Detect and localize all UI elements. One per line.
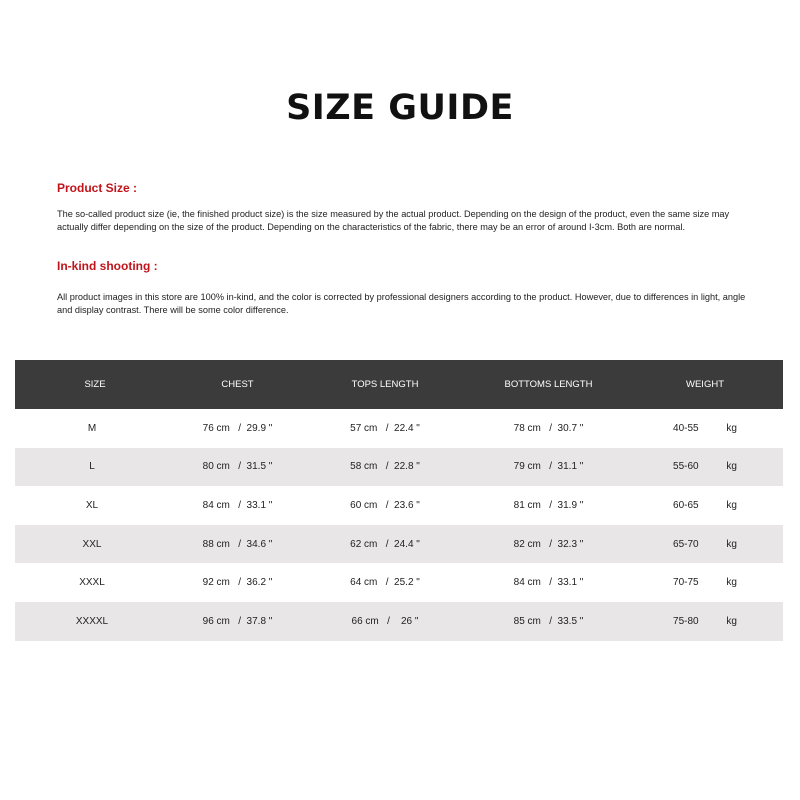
weight-value: 70-75 [673, 577, 699, 589]
weight-unit: kg [726, 461, 737, 473]
size-cell: XXXXL [75, 615, 109, 627]
product-size-description: The so-called product size (ie, the finished product size) is the size measured by the actual product. Depending on the design of the product, even the same size may actually differ depending on the size of the product. Depending on the characteristics of the fabric, there may be an error of around I-3cm. Both are normal. [57, 209, 730, 232]
tops-length-cell: 57 cm / 22.4 " [350, 422, 420, 434]
chest-cell: 96 cm / 37.8 " [202, 615, 273, 627]
bottoms-length-cell: 79 cm / 31.1 " [513, 461, 584, 473]
bottoms-length-cell: 85 cm / 33.5 " [513, 615, 584, 627]
tops-length-cell: 62 cm / 24.4 " [350, 538, 420, 550]
weight-value: 60-65 [673, 499, 699, 511]
table-row [15, 563, 783, 602]
weight-value: 75-80 [673, 615, 699, 627]
chest-cell: 92 cm / 36.2 " [202, 577, 273, 589]
size-cell: XXXL [79, 577, 105, 589]
tops-length-cell: 64 cm / 25.2 " [350, 577, 420, 589]
weight-unit: kg [726, 538, 737, 550]
size-cell: XXL [82, 538, 102, 550]
tops-length-cell: 60 cm / 23.6 " [350, 499, 420, 511]
table-row [15, 409, 783, 448]
size-cell: L [89, 461, 95, 473]
weight-unit: kg [726, 499, 737, 511]
table-header-row [15, 360, 783, 409]
bottoms-length-cell: 84 cm / 33.1 " [513, 577, 584, 589]
product-size-heading: Product Size : [57, 181, 138, 195]
column-header-bottoms-length: BOTTOMS LENGTH [504, 379, 593, 390]
column-header-size: SIZE [84, 379, 106, 390]
chest-cell: 84 cm / 33.1 " [202, 499, 273, 511]
tops-length-cell: 58 cm / 22.8 " [350, 461, 420, 473]
weight-value: 65-70 [673, 538, 699, 550]
size-chart-table [15, 360, 783, 641]
size-cell: XL [85, 499, 99, 511]
weight-cell [627, 409, 783, 448]
weight-cell [627, 448, 783, 487]
table-row [15, 602, 783, 641]
in-kind-shooting-description: All product images in this store are 100% in-kind, and the color is corrected by professional designers according to the product. However, due to differences in light, angle and display contrast. There will be some color difference. [57, 292, 746, 315]
chest-cell: 88 cm / 34.6 " [202, 538, 273, 550]
chest-cell: 80 cm / 31.5 " [202, 461, 273, 473]
bottoms-length-cell: 82 cm / 32.3 " [513, 538, 584, 550]
page-title: SIZE GUIDE [286, 88, 514, 128]
size-cell: M [87, 422, 97, 434]
bottoms-length-cell: 78 cm / 30.7 " [513, 422, 584, 434]
in-kind-shooting-heading: In-kind shooting : [57, 259, 158, 273]
table-row [15, 448, 783, 487]
weight-unit: kg [726, 615, 737, 627]
weight-cell [627, 602, 783, 641]
column-header-weight: WEIGHT [686, 379, 724, 390]
weight-cell [627, 525, 783, 564]
table-row [15, 525, 783, 564]
column-header-chest: CHEST [221, 379, 254, 390]
bottoms-length-cell: 81 cm / 31.9 " [513, 499, 584, 511]
chest-cell: 76 cm / 29.9 " [202, 422, 273, 434]
table-row [15, 486, 783, 525]
weight-cell [627, 486, 783, 525]
weight-unit: kg [726, 577, 737, 589]
weight-value: 55-60 [673, 461, 699, 473]
tops-length-cell: 66 cm / 26 " [351, 615, 419, 627]
weight-unit: kg [726, 422, 737, 434]
column-header-tops-length: TOPS LENGTH [351, 379, 419, 390]
weight-cell [627, 563, 783, 602]
weight-value: 40-55 [673, 422, 699, 434]
